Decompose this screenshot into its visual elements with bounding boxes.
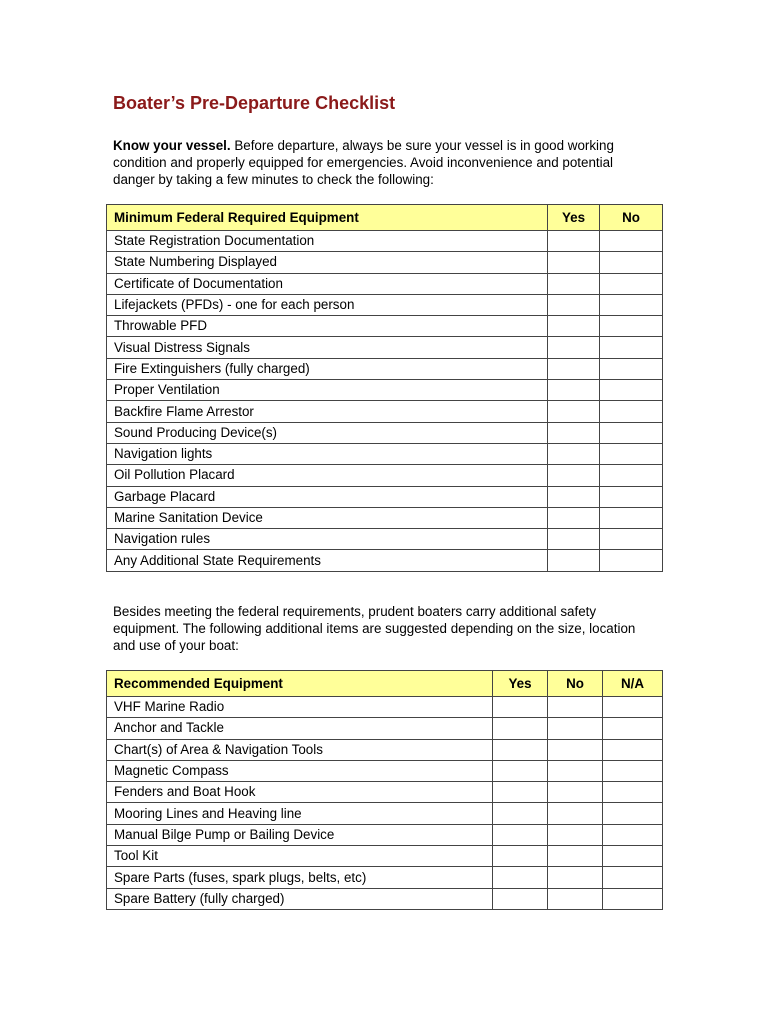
checkbox-cell-yes[interactable] (548, 550, 600, 571)
page-title: Boater’s Pre-Departure Checklist (113, 93, 396, 113)
checkbox-cell-no[interactable] (600, 507, 663, 528)
checkbox-cell-na[interactable] (603, 867, 663, 888)
checkbox-cell-yes[interactable] (493, 824, 548, 845)
checkbox-cell-na[interactable] (603, 739, 663, 760)
equipment-item-label: Mooring Lines and Heaving line (107, 803, 493, 824)
checkbox-cell-yes[interactable] (493, 697, 548, 718)
checkbox-cell-no[interactable] (600, 273, 663, 294)
checkbox-cell-na[interactable] (603, 718, 663, 739)
checkbox-cell-no[interactable] (600, 316, 663, 337)
column-header-yes: Yes (493, 671, 548, 697)
federal-equipment-table (106, 204, 663, 572)
checkbox-cell-na[interactable] (603, 888, 663, 909)
table-row (107, 380, 663, 401)
checkbox-cell-yes[interactable] (548, 252, 600, 273)
column-header-no: No (600, 205, 663, 231)
equipment-item-label: Manual Bilge Pump or Bailing Device (107, 824, 493, 845)
table-row (107, 697, 663, 718)
checkbox-cell-no[interactable] (548, 697, 603, 718)
column-header-na: N/A (603, 671, 663, 697)
checkbox-cell-no[interactable] (548, 739, 603, 760)
equipment-item-label: Spare Battery (fully charged) (107, 888, 493, 909)
intro-paragraph (113, 137, 658, 188)
checkbox-cell-no[interactable] (548, 760, 603, 781)
table-row (107, 316, 663, 337)
equipment-item-label: Throwable PFD (107, 316, 548, 337)
table-row (107, 401, 663, 422)
table-row (107, 252, 663, 273)
table-header-row (107, 671, 663, 697)
equipment-item-label: Chart(s) of Area & Navigation Tools (107, 739, 493, 760)
checkbox-cell-yes[interactable] (548, 273, 600, 294)
checkbox-cell-no[interactable] (600, 231, 663, 252)
recommended-table-body (107, 697, 663, 910)
checkbox-cell-no[interactable] (600, 294, 663, 315)
table-row (107, 718, 663, 739)
checkbox-cell-yes[interactable] (548, 422, 600, 443)
table-row (107, 231, 663, 252)
checkbox-cell-yes[interactable] (548, 316, 600, 337)
equipment-item-label: Navigation rules (107, 529, 548, 550)
checkbox-cell-no[interactable] (548, 824, 603, 845)
checkbox-cell-no[interactable] (548, 803, 603, 824)
checkbox-cell-yes[interactable] (548, 358, 600, 379)
checkbox-cell-yes[interactable] (548, 294, 600, 315)
column-header-equipment: Recommended Equipment (107, 671, 493, 697)
checkbox-cell-yes[interactable] (548, 380, 600, 401)
checkbox-cell-yes[interactable] (493, 718, 548, 739)
checkbox-cell-no[interactable] (600, 358, 663, 379)
equipment-item-label: State Registration Documentation (107, 231, 548, 252)
table-row (107, 867, 663, 888)
table-header-row (107, 205, 663, 231)
checkbox-cell-yes[interactable] (493, 803, 548, 824)
table-row (107, 846, 663, 867)
checkbox-cell-no[interactable] (548, 867, 603, 888)
checkbox-cell-yes[interactable] (548, 465, 600, 486)
checkbox-cell-yes[interactable] (493, 739, 548, 760)
checkbox-cell-no[interactable] (548, 846, 603, 867)
table-row (107, 273, 663, 294)
checkbox-cell-yes[interactable] (548, 529, 600, 550)
equipment-item-label: Fenders and Boat Hook (107, 782, 493, 803)
checkbox-cell-yes[interactable] (548, 486, 600, 507)
table-row (107, 507, 663, 528)
checkbox-cell-no[interactable] (600, 550, 663, 571)
intro-lead: Know your vessel. (113, 138, 231, 153)
recommended-equipment-table (106, 670, 663, 910)
checkbox-cell-yes[interactable] (548, 337, 600, 358)
table-row (107, 824, 663, 845)
table-row (107, 358, 663, 379)
checkbox-cell-yes[interactable] (548, 231, 600, 252)
checkbox-cell-yes[interactable] (493, 782, 548, 803)
equipment-item-label: Certificate of Documentation (107, 273, 548, 294)
table-row (107, 422, 663, 443)
checkbox-cell-no[interactable] (600, 465, 663, 486)
checkbox-cell-no[interactable] (600, 252, 663, 273)
checkbox-cell-no[interactable] (600, 337, 663, 358)
equipment-item-label: Fire Extinguishers (fully charged) (107, 358, 548, 379)
intro2-paragraph: Besides meeting the federal requirements, prudent boaters carry additional safety equipment. The following additional items are suggested depending on the size, location and use of your boat: (113, 604, 636, 653)
checkbox-cell-na[interactable] (603, 846, 663, 867)
equipment-item-label: Tool Kit (107, 846, 493, 867)
checkbox-cell-no[interactable] (600, 422, 663, 443)
checkbox-cell-na[interactable] (603, 803, 663, 824)
intro-text: Before departure, always be sure your vessel is in good working condition and properly equipped for emergencies. Avoid inconvenience and potential danger by taking a few minutes to check the following: (113, 138, 614, 187)
equipment-item-label: Sound Producing Device(s) (107, 422, 548, 443)
table-row (107, 739, 663, 760)
checkbox-cell-na[interactable] (603, 782, 663, 803)
equipment-item-label: Anchor and Tackle (107, 718, 493, 739)
equipment-item-label: Backfire Flame Arrestor (107, 401, 548, 422)
checkbox-cell-no[interactable] (600, 443, 663, 464)
checkbox-cell-na[interactable] (603, 760, 663, 781)
equipment-item-label: Lifejackets (PFDs) - one for each person (107, 294, 548, 315)
checkbox-cell-no[interactable] (600, 401, 663, 422)
equipment-item-label: State Numbering Displayed (107, 252, 548, 273)
table-row (107, 465, 663, 486)
checkbox-cell-no[interactable] (548, 782, 603, 803)
checkbox-cell-no[interactable] (548, 718, 603, 739)
column-header-no: No (548, 671, 603, 697)
checkbox-cell-no[interactable] (600, 380, 663, 401)
table-row (107, 443, 663, 464)
checkbox-cell-na[interactable] (603, 824, 663, 845)
table-row (107, 888, 663, 909)
checkbox-cell-yes[interactable] (548, 507, 600, 528)
checkbox-cell-no[interactable] (548, 888, 603, 909)
equipment-item-label: Proper Ventilation (107, 380, 548, 401)
equipment-item-label: Oil Pollution Placard (107, 465, 548, 486)
equipment-item-label: Any Additional State Requirements (107, 550, 548, 571)
checkbox-cell-yes[interactable] (493, 846, 548, 867)
checkbox-cell-na[interactable] (603, 697, 663, 718)
table-row (107, 294, 663, 315)
column-header-yes: Yes (548, 205, 600, 231)
equipment-item-label: Marine Sanitation Device (107, 507, 548, 528)
equipment-item-label: Visual Distress Signals (107, 337, 548, 358)
checkbox-cell-yes[interactable] (548, 443, 600, 464)
checkbox-cell-no[interactable] (600, 486, 663, 507)
table-row (107, 782, 663, 803)
table-row (107, 337, 663, 358)
equipment-item-label: Garbage Placard (107, 486, 548, 507)
table-row (107, 529, 663, 550)
table-row (107, 550, 663, 571)
checkbox-cell-yes[interactable] (493, 760, 548, 781)
table-row (107, 803, 663, 824)
checkbox-cell-yes[interactable] (548, 401, 600, 422)
checkbox-cell-yes[interactable] (493, 888, 548, 909)
federal-table-body (107, 231, 663, 572)
equipment-item-label: Magnetic Compass (107, 760, 493, 781)
table-row (107, 486, 663, 507)
checkbox-cell-yes[interactable] (493, 867, 548, 888)
equipment-item-label: Spare Parts (fuses, spark plugs, belts, etc) (107, 867, 493, 888)
column-header-equipment: Minimum Federal Required Equipment (107, 205, 548, 231)
checkbox-cell-no[interactable] (600, 529, 663, 550)
equipment-item-label: Navigation lights (107, 443, 548, 464)
table-row (107, 760, 663, 781)
equipment-item-label: VHF Marine Radio (107, 697, 493, 718)
